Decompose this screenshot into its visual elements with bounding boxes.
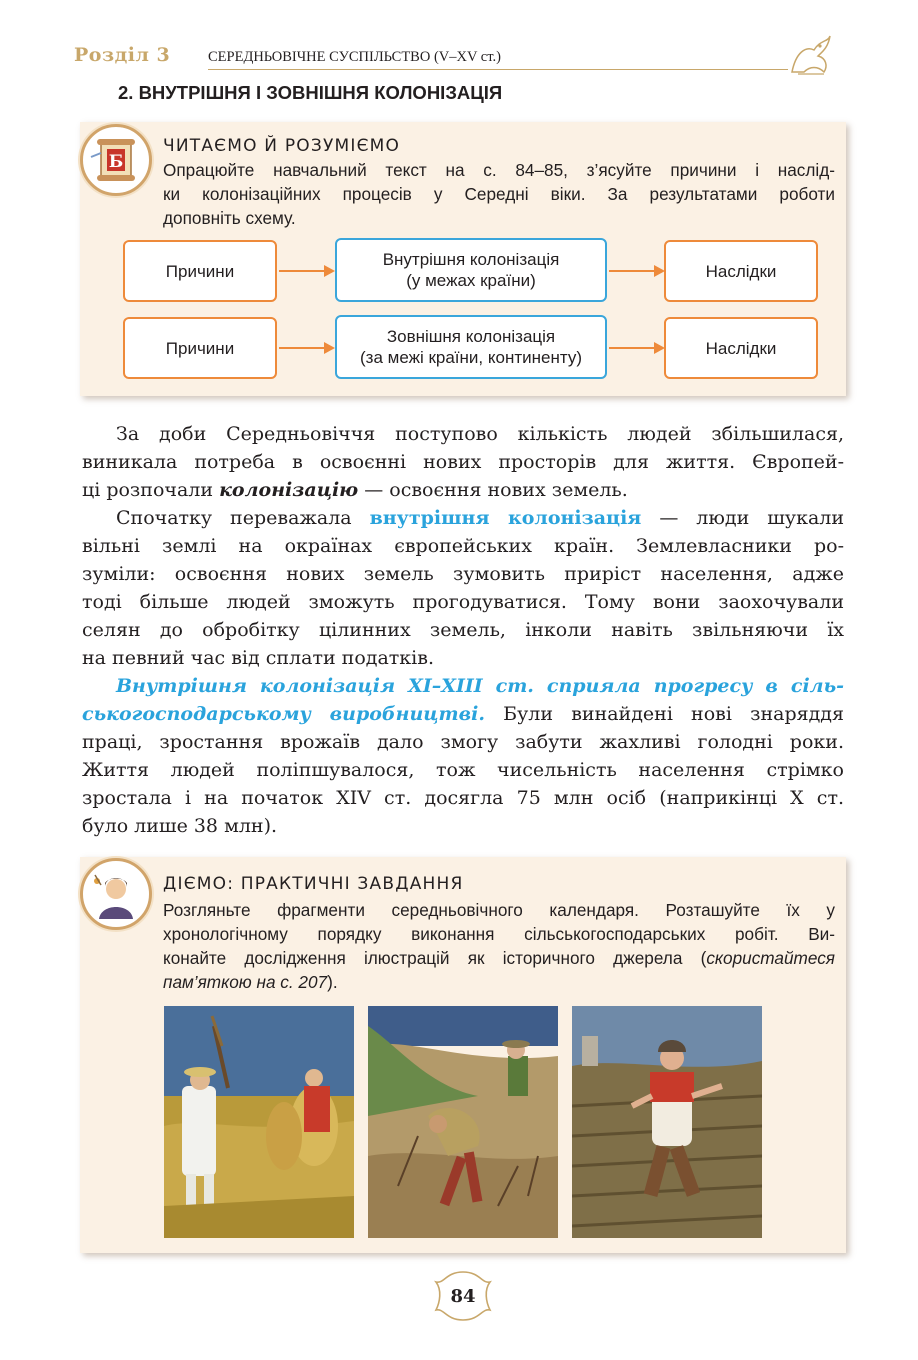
calendar-image-sowing [572,1006,762,1238]
scheme-causes-external-label: Причини [165,338,235,358]
p1-line-2: виникала потреба в освоєнні нових просторів для життя. Європей- [82,451,844,473]
reading-badge [80,124,152,196]
dragon-ornament-icon [784,32,836,80]
vineyard-illustration-icon [368,1006,558,1238]
reading-line-3: доповніть схему. [163,208,296,228]
p1-line-1: За доби Середньовіччя поступово кількість людей збільшилася, [116,423,844,445]
scheme-causes-external [123,317,277,379]
section-title: 2. ВНУТРІШНЯ І ЗОВНІШНЯ КОЛОНІЗАЦІЯ [118,82,503,103]
practice-badge [80,858,152,930]
calendar-image-harvest [164,1006,354,1238]
p3-line-3: праці, зростання врожаїв дало змогу забути жахливі голодні роки. [82,731,844,753]
p2-line-5: селян до обробітку цілинних земель, інколи навіть звільняючи їх [82,619,844,641]
chapter-title: СЕРЕДНЬОВІЧНЕ СУСПІЛЬСТВО (V–XV ст.) [208,49,501,65]
main-text [82,420,844,840]
p2-line-2: вільні землі на окраїнах європейських країн. Землевласники ро- [82,535,844,557]
reading-line-2: ки колонізаційних процесів у Середні віки. За результатами роботи [163,184,835,204]
scheme-internal-title: Внутрішня колонізація [382,250,560,269]
practice-instructions [163,898,835,994]
scheme-effects-external-label: Наслідки [705,338,777,358]
p1-line-3: ці розпочали колонізацію — освоєння нових земель. [82,479,628,501]
badge-letter: Б [108,152,124,172]
p3-line-6: було лише 38 млн). [82,815,278,837]
scheme-effects-internal-label: Наслідки [705,261,777,281]
scheme-effects-external [664,317,818,379]
scheme-causes-internal-label: Причини [165,261,235,281]
arrow-icon [279,270,325,272]
scroll-book-icon [83,127,149,193]
p2-line-6: на певний час від сплати податків. [82,647,434,669]
p3-line-2: ськогосподарському виробництві. Були винайдені нові знаряддя [82,703,844,725]
chapter-label: Розділ 3 [74,44,171,66]
p2-line-4: тоді більше людей зможуть прогодуватися. Тому вони заохочували [82,591,844,613]
p2-line-3: зуміли: освоєння нових земель зумовить приріст населення, адже [82,563,844,585]
practice-line-3: конайте дослідження ілюстрацій як історичного джерела (скористайтеся [163,948,835,968]
sowing-illustration-icon [572,1006,762,1238]
page-number-frame [430,1270,496,1322]
scheme-external-title: Зовнішня колонізація [386,327,556,346]
term-internal-colonization: внутрішня колонізація [369,507,642,529]
practice-line-4: пам’яткою на с. 207). [163,972,338,992]
page-number: 84 [450,1285,476,1307]
practice-line-2: хронологічному порядку виконання сільськогосподарських робіт. Ви- [163,924,835,944]
p3-line-1: Внутрішня колонізація XI–XIII ст. сприяла прогресу в сіль- [116,675,844,697]
term-colonization: колонізацію [219,479,359,501]
arrow-icon [609,347,655,349]
scholar-icon [83,861,149,927]
scheme-internal-colonization [335,238,607,302]
page-header [74,42,844,72]
scheme-internal-subtitle: (у межах країни) [406,271,536,290]
arrow-icon [609,270,655,272]
scheme-effects-internal [664,240,818,302]
reading-heading: ЧИТАЄМО Й РОЗУМІЄМО [163,136,401,156]
harvest-illustration-icon [164,1006,354,1238]
practice-heading: ДІЄМО: ПРАКТИЧНІ ЗАВДАННЯ [163,874,464,894]
scheme-causes-internal [123,240,277,302]
reading-instructions [163,158,835,230]
practice-line-1: Розгляньте фрагменти середньовічного календаря. Розташуйте їх у [163,900,835,920]
p3-key-phrase: ськогосподарському виробництві. [82,703,485,725]
scheme-external-subtitle: (за межі країни, континенту) [360,348,582,367]
scheme-external-colonization [335,315,607,379]
header-rule [208,69,788,70]
p2-line-1: Спочатку переважала внутрішня колонізація — люди шукали [116,507,845,529]
p3-line-5: зростала і на початок XIV ст. досягла 75 млн осіб (наприкінці X ст. [82,787,844,809]
p3-line-4: Життя людей поліпшувалося, тож чисельність населення стрімко [82,759,844,781]
arrow-icon [279,347,325,349]
calendar-image-vineyard [368,1006,558,1238]
reading-line-1: Опрацюйте навчальний текст на с. 84–85, з’ясуйте причини і наслід- [163,160,835,180]
